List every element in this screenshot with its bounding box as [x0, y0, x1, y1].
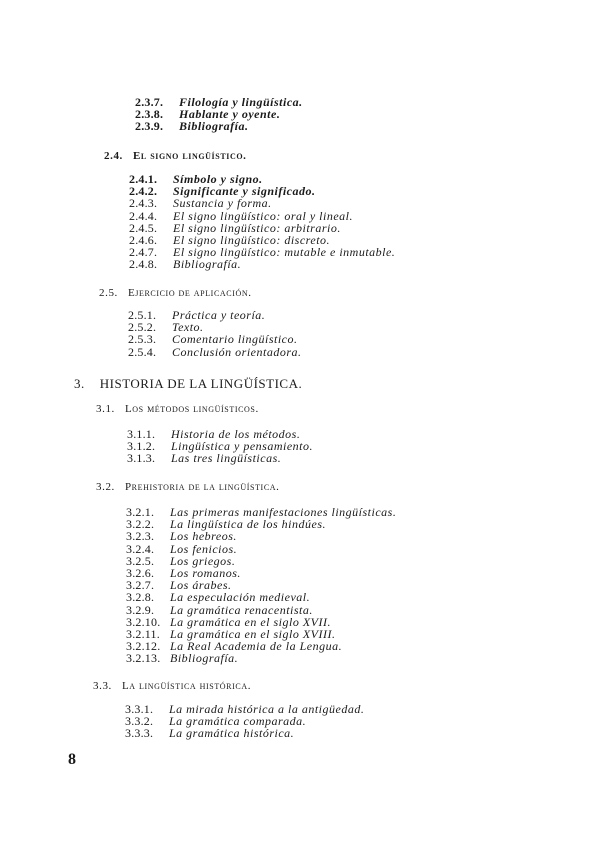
- entry-number: 3.2.8.: [126, 590, 155, 605]
- entry-number: 3.2.4.: [126, 541, 155, 556]
- entry-title: La gramática en el siglo XVII.: [170, 614, 331, 629]
- toc-entry: [126, 555, 396, 567]
- toc-entry: [126, 640, 396, 652]
- entry-title: Significante y significado.: [173, 184, 316, 199]
- entry-title: La Real Academia de la Lengua.: [170, 639, 343, 654]
- entry-title: Bibliografía.: [179, 119, 249, 134]
- section-title: Los métodos lingüísticos.: [124, 403, 259, 415]
- entry-number: 3.2.6.: [126, 565, 155, 580]
- entry-title: Los hebreos.: [170, 529, 237, 544]
- entry-number: 2.5.1.: [128, 308, 157, 322]
- section-number: 3.3.: [93, 680, 112, 692]
- entry-number: 3.2.11.: [126, 626, 160, 641]
- entry-title: El signo lingüístico: arbitrario.: [173, 220, 341, 235]
- entry-title: Comentario lingüístico.: [172, 332, 298, 347]
- entry-title: Lingüística y pensamiento.: [171, 439, 313, 454]
- entry-title: La gramática renacentista.: [170, 602, 313, 617]
- entry-title: Símbolo y signo.: [173, 172, 263, 186]
- entry-title: Las tres lingüísticas.: [171, 451, 282, 466]
- chapter-heading-3: [74, 376, 302, 392]
- toc-entry: [125, 727, 364, 739]
- entry-title: La gramática en el siglo XVIII.: [170, 626, 336, 641]
- entry-title: Las primeras manifestaciones lingüísticas.: [170, 505, 397, 519]
- entry-title: La mirada histórica a la antigüedad.: [169, 702, 365, 716]
- toc-entry: [128, 333, 302, 345]
- entry-title: Los árabes.: [170, 578, 232, 593]
- toc-group-2-5: [128, 309, 302, 358]
- toc-group-3-3: [125, 703, 364, 740]
- toc-entry: [126, 591, 396, 603]
- entry-title: Los fenicios.: [170, 541, 238, 556]
- entry-title: Los griegos.: [170, 553, 236, 568]
- entry-number: 3.3.2.: [125, 714, 154, 729]
- entry-title: La gramática comparada.: [169, 714, 307, 729]
- entry-title: Conclusión orientadora.: [172, 344, 302, 359]
- toc-entry: [126, 567, 396, 579]
- section-number: 3.2.: [96, 481, 115, 493]
- toc-group-3-1: [127, 428, 313, 465]
- entry-title: Filología y lingüística.: [179, 95, 303, 109]
- entry-title: Hablante y oyente.: [179, 107, 281, 122]
- toc-entry: [128, 346, 302, 358]
- section-number: 2.5.: [99, 287, 118, 299]
- toc-entry: [126, 604, 396, 616]
- toc-group-2-3-tail: [135, 96, 303, 133]
- entry-number: 3.1.3.: [127, 451, 156, 466]
- section-title: El signo lingüístico.: [132, 150, 247, 162]
- toc-entry: [129, 246, 395, 258]
- entry-number: 3.2.13.: [126, 651, 161, 666]
- entry-title: Sustancia y forma.: [173, 196, 272, 211]
- toc-entry: [129, 197, 395, 209]
- section-heading-3-2: [96, 481, 280, 493]
- chapter-title: HISTORIA DE LA LINGÜÍSTICA.: [99, 376, 303, 391]
- entry-number: 2.3.7.: [135, 95, 164, 109]
- entry-number: 3.3.3.: [125, 726, 154, 741]
- entry-number: 3.1.1.: [127, 427, 156, 441]
- toc-entry: [129, 210, 395, 222]
- entry-number: 2.5.2.: [128, 320, 157, 335]
- entry-number: 3.2.10.: [126, 614, 161, 629]
- entry-title: El signo lingüístico: mutable e inmutable.: [173, 245, 396, 260]
- toc-entry: [126, 518, 396, 530]
- entry-title: Bibliografía.: [173, 257, 242, 272]
- toc-entry: [127, 452, 313, 464]
- entry-number: 3.1.2.: [127, 439, 156, 454]
- entry-number: 3.3.1.: [125, 702, 154, 716]
- toc-entry: [129, 258, 395, 270]
- toc-entry: [126, 652, 396, 664]
- chapter-number: 3.: [74, 376, 85, 391]
- entry-number: 2.3.8.: [135, 107, 164, 122]
- entry-number: 2.5.3.: [128, 332, 157, 347]
- entry-number: 3.2.9.: [126, 602, 155, 617]
- entry-title: Texto.: [172, 320, 204, 335]
- entry-number: 3.2.12.: [126, 639, 161, 654]
- section-heading-3-1: [96, 403, 259, 415]
- toc-group-3-2: [126, 506, 396, 664]
- entry-number: 2.3.9.: [135, 119, 164, 134]
- entry-number: 2.4.6.: [129, 232, 158, 247]
- entry-title: La gramática histórica.: [169, 726, 295, 741]
- entry-number: 3.2.1.: [126, 505, 155, 519]
- entry-number: 2.5.4.: [128, 344, 157, 359]
- section-heading-3-3: [93, 680, 251, 692]
- entry-number: 2.4.3.: [129, 196, 158, 211]
- entry-number: 2.4.4.: [129, 208, 158, 223]
- entry-title: Práctica y teoría.: [172, 308, 266, 322]
- section-number: 3.1.: [96, 403, 115, 415]
- entry-title: La lingüística de los hindúes.: [170, 517, 326, 532]
- toc-entry: [126, 543, 396, 555]
- entry-title: El signo lingüístico: oral y lineal.: [173, 208, 353, 223]
- entry-number: 2.4.5.: [129, 220, 158, 235]
- entry-title: La especulación medieval.: [170, 590, 311, 605]
- toc-entry: [135, 120, 303, 132]
- entry-title: Historia de los métodos.: [171, 427, 301, 441]
- entry-number: 3.2.7.: [126, 578, 155, 593]
- entry-number: 3.2.5.: [126, 553, 155, 568]
- entry-number: 2.4.8.: [129, 257, 158, 272]
- entry-number: 2.4.2.: [129, 184, 158, 199]
- entry-title: El signo lingüístico: discreto.: [173, 232, 331, 247]
- entry-number: 2.4.1.: [129, 172, 158, 186]
- toc-entry: [126, 530, 396, 542]
- entry-number: 2.4.7.: [129, 245, 158, 260]
- section-title: Prehistoria de la lingüística.: [124, 481, 280, 493]
- entry-title: Bibliografía.: [170, 651, 239, 666]
- entry-title: Los romanos.: [170, 565, 241, 580]
- entry-number: 3.2.2.: [126, 517, 155, 532]
- section-title: La lingüística histórica.: [121, 680, 252, 692]
- page-number: 8: [68, 751, 76, 768]
- section-heading-2-5: [99, 287, 252, 299]
- section-number: 2.4.: [104, 150, 123, 162]
- section-heading-2-4: [104, 150, 247, 162]
- section-title: Ejercicio de aplicación.: [127, 287, 252, 299]
- toc-group-2-4: [129, 173, 395, 271]
- entry-number: 3.2.3.: [126, 529, 155, 544]
